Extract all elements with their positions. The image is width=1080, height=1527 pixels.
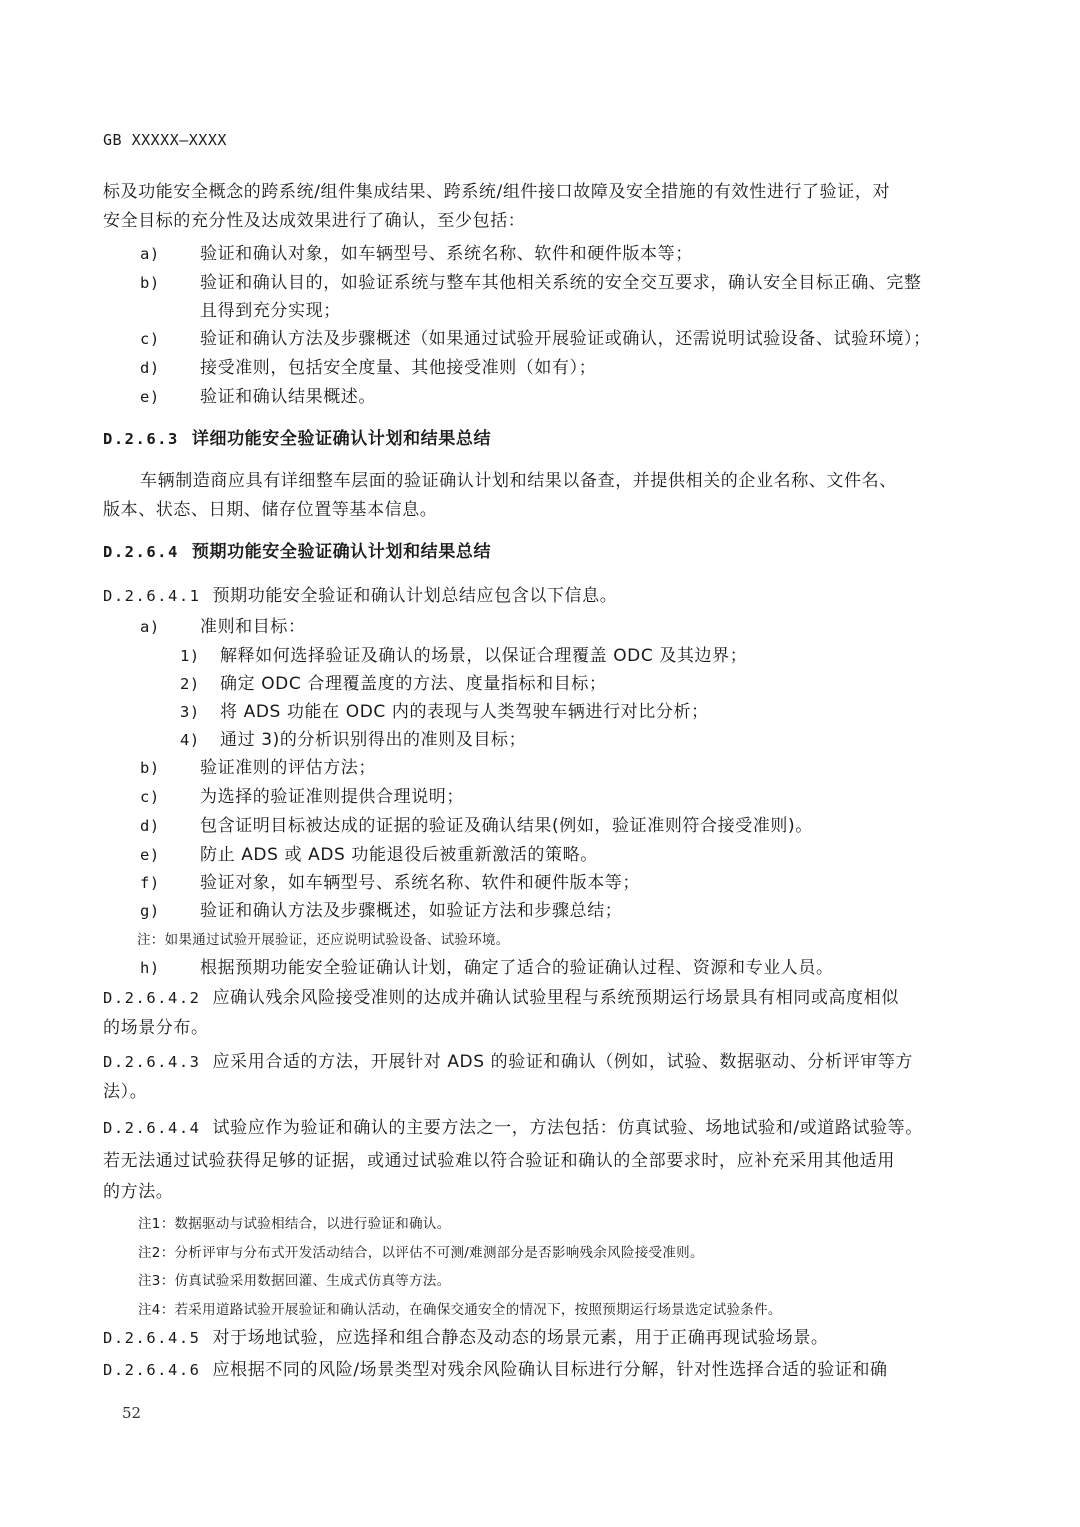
list2-item-h: h) 根据预期功能安全验证确认计划，确定了适合的验证确认过程、资源和专业人员。 — [140, 958, 834, 978]
list-item-c: c) 验证和确认方法及步骤概述（如果通过试验开展验证或确认，还需说明试验设备、试验环境）； — [140, 329, 931, 349]
note-g: 注：如果通过试验开展验证，还应说明试验设备、试验环境。 — [137, 932, 510, 948]
page-number: 52 — [122, 1404, 142, 1422]
standard-header: GB XXXXX—XXXX — [103, 131, 227, 149]
clause-d2644-line-2: 若无法通过试验获得足够的证据，或通过试验难以符合验证和确认的全部要求时，应补充采用其他适用 — [103, 1151, 895, 1171]
clause-d2642: D.2.6.4.2 应确认残余风险接受准则的达成并确认试验里程与系统预期运行场景具有相同或高度相似 — [103, 988, 899, 1008]
sub-item-1: 1) 解释如何选择验证及确认的场景，以保证合理覆盖 ODC 及其边界； — [180, 646, 748, 666]
section-heading-d264: D.2.6.4 预期功能安全验证确认计划和结果总结 — [103, 542, 492, 562]
clause-d2644-line-3: 的方法。 — [103, 1182, 174, 1202]
sub-item-4: 4) 通过 3)的分析识别得出的准则及目标； — [180, 730, 527, 750]
sub-item-3: 3) 将 ADS 功能在 ODC 内的表现与人类驾驶车辆进行对比分析； — [180, 702, 709, 722]
list2-item-f: f) 验证对象，如车辆型号、系统名称、软件和硬件版本等； — [140, 873, 640, 893]
list2-item-d: d) 包含证明目标被达成的证据的验证及确认结果(例如，验证准则符合接受准则)。 — [140, 816, 813, 836]
note-1: 注1：数据驱动与试验相结合，以进行验证和确认。 — [138, 1216, 451, 1232]
section-d263-line-2: 版本、状态、日期、储存位置等基本信息。 — [103, 500, 438, 520]
clause-d2642-line-2: 的场景分布。 — [103, 1018, 209, 1038]
list-item-b: b) 验证和确认目的，如验证系统与整车其他相关系统的安全交互要求，确认安全目标正确、完整 — [140, 273, 922, 293]
clause-d2645: D.2.6.4.5 对于场地试验，应选择和组合静态及动态的场景元素，用于正确再现试验场景。 — [103, 1328, 829, 1348]
list2-item-b: b) 验证准则的评估方法； — [140, 758, 376, 778]
note-4: 注4：若采用道路试验开展验证和确认活动，在确保交通安全的情况下，按照预期运行场景选定试验条件。 — [138, 1302, 782, 1318]
clause-d2641: D.2.6.4.1 预期功能安全验证和确认计划总结应包含以下信息。 — [103, 586, 618, 606]
note-3: 注3：仿真试验采用数据回灌、生成式仿真等方法。 — [138, 1273, 451, 1289]
list-item-e: e) 验证和确认结果概述。 — [140, 387, 376, 407]
list2-item-g: g) 验证和确认方法及步骤概述，如验证方法和步骤总结； — [140, 901, 623, 921]
list2-item-a: a) 准则和目标： — [140, 617, 306, 637]
sub-item-2: 2) 确定 ODC 合理覆盖度的方法、度量指标和目标； — [180, 674, 607, 694]
section-heading-d263: D.2.6.3 详细功能安全验证确认计划和结果总结 — [103, 429, 492, 449]
section-d263-line-1: 车辆制造商应具有详细整车层面的验证确认计划和结果以备查，并提供相关的企业名称、文件名、 — [140, 471, 897, 491]
intro-line-1: 标及功能安全概念的跨系统/组件集成结果、跨系统/组件接口故障及安全措施的有效性进行了验证，对 — [103, 182, 891, 202]
list-item-b-cont: 且得到充分实现； — [200, 301, 341, 321]
list2-item-c: c) 为选择的验证准则提供合理说明； — [140, 787, 464, 807]
list-item-a: a) 验证和确认对象，如车辆型号、系统名称、软件和硬件版本等； — [140, 244, 693, 264]
clause-d2643: D.2.6.4.3 应采用合适的方法，开展针对 ADS 的验证和确认（例如，试验、数据驱动、分析评审等方 — [103, 1052, 914, 1072]
list2-item-e: e) 防止 ADS 或 ADS 功能退役后被重新激活的策略。 — [140, 845, 598, 865]
list-item-d: d) 接受准则，包括安全度量、其他接受准则（如有）； — [140, 358, 597, 378]
note-2: 注2：分析评审与分布式开发活动结合，以评估不可测/难测部分是否影响残余风险接受准则。 — [138, 1245, 704, 1261]
clause-d2646: D.2.6.4.6 应根据不同的风险/场景类型对残余风险确认目标进行分解，针对性选择合适的验证和确 — [103, 1360, 888, 1380]
clause-d2644: D.2.6.4.4 试验应作为验证和确认的主要方法之一，方法包括：仿真试验、场地试验和/或道路试验等。 — [103, 1118, 923, 1138]
clause-d2643-line-2: 法）。 — [103, 1082, 148, 1102]
intro-line-2: 安全目标的充分性及达成效果进行了确认，至少包括： — [103, 211, 526, 231]
